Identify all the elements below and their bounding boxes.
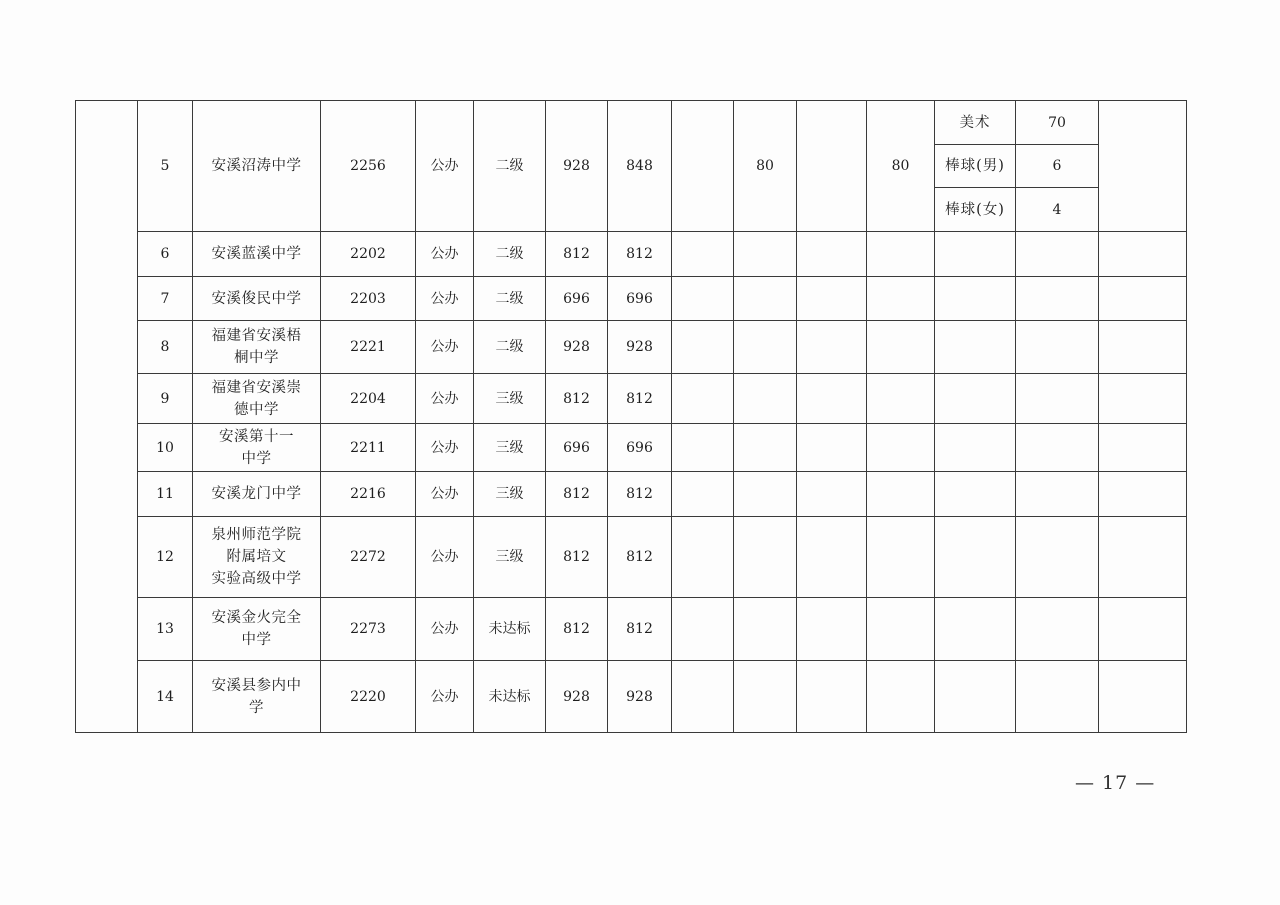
note-cell [1099,232,1187,277]
school-grade: 三级 [474,374,546,424]
table-row [76,598,1187,661]
region-merged-cell [76,101,138,733]
specialty-label [935,424,1016,472]
table-row [76,517,1187,598]
school-type: 公办 [416,232,474,277]
value-col-1: 928 [546,101,608,232]
value-col-4 [734,374,797,424]
value-col-1: 812 [546,517,608,598]
table-row [76,472,1187,517]
value-col-2: 812 [608,598,672,661]
school-code: 2273 [321,598,416,661]
row-number: 13 [138,598,193,661]
school-name-line: 附属培文 [226,549,287,565]
school-name-line: 福建省安溪崇 [211,379,302,396]
school-name [193,277,321,321]
school-name-line: 安溪县参内中 [211,677,302,694]
specialty-label [935,374,1016,424]
school-name-line: 安溪第十一 [219,428,294,445]
specialty-label [935,277,1016,321]
value-col-6 [867,321,935,374]
specialty-label: 棒球(男) [935,145,1016,188]
value-col-6 [867,661,935,733]
row-number: 10 [138,424,193,472]
row-number: 5 [138,101,193,232]
value-col-5 [797,374,867,424]
value-col-4 [734,517,797,598]
value-col-4 [734,232,797,277]
specialty-count: 70 [1016,101,1099,145]
school-name-line: 安溪蓝溪中学 [211,246,302,262]
value-col-2: 928 [608,321,672,374]
school-code: 2216 [321,472,416,517]
specialty-count [1016,424,1099,472]
note-cell [1099,472,1187,517]
school-type: 公办 [416,472,474,517]
school-grade: 二级 [474,232,546,277]
value-col-6 [867,517,935,598]
specialty-label [935,517,1016,598]
specialty-label [935,321,1016,374]
specialty-count [1016,277,1099,321]
value-col-5 [797,598,867,661]
school-name-line: 中学 [241,450,272,467]
school-grade: 未达标 [474,598,546,661]
value-col-3 [672,232,734,277]
value-col-3 [672,472,734,517]
row-number: 11 [138,472,193,517]
value-col-5 [797,472,867,517]
specialty-label: 棒球(女) [935,188,1016,232]
school-name [193,101,321,232]
specialty-count [1016,321,1099,374]
value-col-1: 696 [546,277,608,321]
school-name-line: 德中学 [234,401,279,418]
value-col-2: 928 [608,661,672,733]
note-cell [1099,424,1187,472]
table-row [76,424,1187,472]
value-col-4 [734,661,797,733]
school-type: 公办 [416,598,474,661]
value-col-5 [797,321,867,374]
table-body [76,101,1187,733]
specialty-label [935,598,1016,661]
specialty-count [1016,661,1099,733]
school-grade: 二级 [474,321,546,374]
school-code: 2220 [321,661,416,733]
school-name [193,472,321,517]
enrollment-table [75,100,1187,733]
value-col-1: 928 [546,321,608,374]
value-col-3 [672,598,734,661]
school-grade: 未达标 [474,661,546,733]
value-col-5 [797,661,867,733]
row-number: 8 [138,321,193,374]
school-name [193,374,321,424]
value-col-3 [672,661,734,733]
value-col-2: 812 [608,472,672,517]
school-name [193,321,321,374]
specialty-count: 6 [1016,145,1099,188]
row-number: 12 [138,517,193,598]
school-type: 公办 [416,517,474,598]
value-col-3 [672,424,734,472]
value-col-2: 812 [608,517,672,598]
value-col-1: 812 [546,374,608,424]
value-col-2: 848 [608,101,672,232]
value-col-4 [734,598,797,661]
value-col-1: 696 [546,424,608,472]
specialty-count [1016,472,1099,517]
value-col-6 [867,232,935,277]
value-col-6: 80 [867,101,935,232]
school-name [193,661,321,733]
value-col-5 [797,101,867,232]
table-row [76,321,1187,374]
school-code: 2203 [321,277,416,321]
table-row [76,101,1187,145]
value-col-5 [797,232,867,277]
school-code: 2256 [321,101,416,232]
value-col-1: 812 [546,472,608,517]
specialty-count [1016,374,1099,424]
value-col-4 [734,424,797,472]
school-grade: 二级 [474,101,546,232]
school-code: 2211 [321,424,416,472]
value-col-3 [672,277,734,321]
school-type: 公办 [416,321,474,374]
school-grade: 三级 [474,472,546,517]
school-code: 2202 [321,232,416,277]
school-code: 2221 [321,321,416,374]
school-name-line: 实验高级中学 [211,571,302,587]
value-col-2: 696 [608,424,672,472]
school-name-line: 泉州师范学院 [211,527,302,543]
value-col-6 [867,598,935,661]
value-col-6 [867,424,935,472]
value-col-4 [734,321,797,374]
value-col-3 [672,101,734,232]
note-cell [1099,321,1187,374]
specialty-label [935,232,1016,277]
school-grade: 二级 [474,277,546,321]
school-name [193,517,321,598]
school-code: 2272 [321,517,416,598]
school-name-line: 安溪龙门中学 [211,486,302,502]
school-name-line: 安溪俊民中学 [211,290,302,307]
school-name-line: 学 [249,699,264,716]
note-cell [1099,598,1187,661]
value-col-5 [797,424,867,472]
school-grade: 三级 [474,424,546,472]
value-col-4 [734,472,797,517]
row-number: 6 [138,232,193,277]
page-number: — 17 — [1075,772,1156,794]
note-cell [1099,374,1187,424]
value-col-2: 812 [608,232,672,277]
school-name-line: 中学 [241,632,272,648]
table-row [76,661,1187,733]
value-col-1: 928 [546,661,608,733]
value-col-2: 812 [608,374,672,424]
school-name [193,598,321,661]
specialty-count [1016,598,1099,661]
school-name-line: 安溪金火完全 [211,610,302,626]
note-cell [1099,661,1187,733]
specialty-count [1016,517,1099,598]
school-type: 公办 [416,374,474,424]
value-col-1: 812 [546,598,608,661]
value-col-2: 696 [608,277,672,321]
specialty-count [1016,232,1099,277]
note-cell [1099,101,1187,232]
value-col-6 [867,277,935,321]
specialty-count: 4 [1016,188,1099,232]
specialty-label [935,661,1016,733]
value-col-3 [672,374,734,424]
row-number: 7 [138,277,193,321]
school-name-line: 福建省安溪梧 [211,328,302,344]
school-type: 公办 [416,101,474,232]
value-col-5 [797,277,867,321]
school-code: 2204 [321,374,416,424]
value-col-5 [797,517,867,598]
value-col-3 [672,321,734,374]
school-name-line: 安溪沼涛中学 [211,158,302,174]
specialty-label: 美术 [935,101,1016,145]
value-col-4: 80 [734,101,797,232]
value-col-4 [734,277,797,321]
school-name [193,424,321,472]
table-row [76,277,1187,321]
school-type: 公办 [416,277,474,321]
row-number: 14 [138,661,193,733]
value-col-3 [672,517,734,598]
value-col-1: 812 [546,232,608,277]
note-cell [1099,277,1187,321]
specialty-label [935,472,1016,517]
school-name [193,232,321,277]
school-type: 公办 [416,424,474,472]
table-row [76,232,1187,277]
note-cell [1099,517,1187,598]
school-grade: 三级 [474,517,546,598]
value-col-6 [867,472,935,517]
school-type: 公办 [416,661,474,733]
school-name-line: 桐中学 [234,350,279,366]
row-number: 9 [138,374,193,424]
value-col-6 [867,374,935,424]
table-row [76,374,1187,424]
